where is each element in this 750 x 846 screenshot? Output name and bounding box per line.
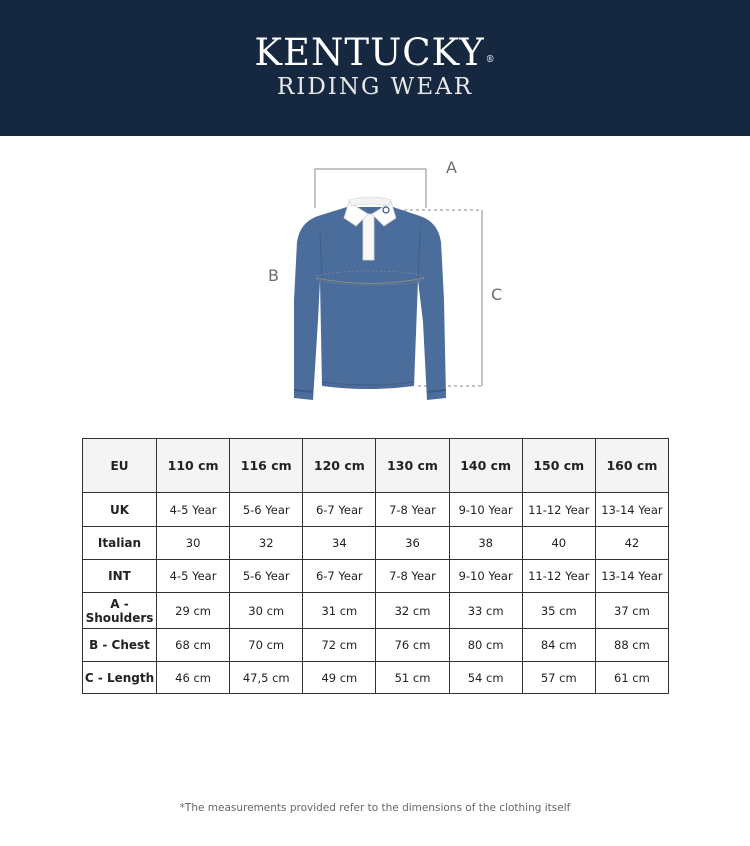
int-size-cell: 5-6 Year (230, 560, 303, 593)
int-size-cell: 6-7 Year (303, 560, 376, 593)
row-header-italian: Italian (83, 527, 157, 560)
eu-size-cell: 116 cm (230, 439, 303, 493)
table-row-int (83, 560, 669, 593)
brand-subtitle: RIDING WEAR (276, 74, 474, 100)
length-cell: 57 cm (522, 662, 595, 694)
row-header-shoulders: A - Shoulders (83, 593, 157, 629)
shoulders-cell: 32 cm (376, 593, 449, 629)
brand-header (0, 0, 750, 136)
table-row-chest (83, 629, 669, 662)
table-row-italian (83, 527, 669, 560)
table-row-eu (83, 439, 669, 493)
length-cell: 51 cm (376, 662, 449, 694)
uk-size-cell: 6-7 Year (303, 493, 376, 527)
eu-size-cell: 120 cm (303, 439, 376, 493)
italian-size-cell: 34 (303, 527, 376, 560)
int-size-cell: 13-14 Year (595, 560, 668, 593)
chest-cell: 76 cm (376, 629, 449, 662)
uk-size-cell: 9-10 Year (449, 493, 522, 527)
chest-cell: 80 cm (449, 629, 522, 662)
length-cell: 47,5 cm (230, 662, 303, 694)
dimension-label-c: C (491, 285, 503, 304)
size-chart-table (82, 438, 669, 694)
uk-size-cell: 4-5 Year (157, 493, 230, 527)
length-cell: 54 cm (449, 662, 522, 694)
int-size-cell: 7-8 Year (376, 560, 449, 593)
eu-size-cell: 140 cm (449, 439, 522, 493)
row-header-length: C - Length (83, 662, 157, 694)
uk-size-cell: 7-8 Year (376, 493, 449, 527)
eu-size-cell: 160 cm (595, 439, 668, 493)
shoulders-cell: 33 cm (449, 593, 522, 629)
table-row-shoulders (83, 593, 669, 629)
measurement-footnote: *The measurements provided refer to the dimensions of the clothing itself (179, 802, 571, 814)
row-header-eu: EU (83, 439, 157, 493)
italian-size-cell: 42 (595, 527, 668, 560)
row-header-chest: B - Chest (83, 629, 157, 662)
shoulders-cell: 29 cm (157, 593, 230, 629)
measurement-diagram (0, 150, 750, 420)
uk-size-cell: 5-6 Year (230, 493, 303, 527)
table-row-length (83, 662, 669, 694)
int-size-cell: 11-12 Year (522, 560, 595, 593)
shirt-illustration (0, 150, 750, 420)
italian-size-cell: 40 (522, 527, 595, 560)
chest-cell: 88 cm (595, 629, 668, 662)
row-header-uk: UK (83, 493, 157, 527)
chest-cell: 70 cm (230, 629, 303, 662)
italian-size-cell: 32 (230, 527, 303, 560)
eu-size-cell: 110 cm (157, 439, 230, 493)
eu-size-cell: 130 cm (376, 439, 449, 493)
italian-size-cell: 38 (449, 527, 522, 560)
shoulders-cell: 35 cm (522, 593, 595, 629)
int-size-cell: 9-10 Year (449, 560, 522, 593)
uk-size-cell: 11-12 Year (522, 493, 595, 527)
shoulders-cell: 30 cm (230, 593, 303, 629)
length-cell: 49 cm (303, 662, 376, 694)
length-cell: 46 cm (157, 662, 230, 694)
shirt-placket (363, 214, 374, 260)
shoulders-cell: 37 cm (595, 593, 668, 629)
italian-size-cell: 30 (157, 527, 230, 560)
registered-mark: ® (485, 55, 496, 65)
chest-cell: 84 cm (522, 629, 595, 662)
italian-size-cell: 36 (376, 527, 449, 560)
chest-cell: 68 cm (157, 629, 230, 662)
chest-cell: 72 cm (303, 629, 376, 662)
shoulders-cell: 31 cm (303, 593, 376, 629)
brand-name: KENTUCKY (254, 31, 485, 74)
dimension-label-b: B (268, 266, 279, 285)
row-header-int: INT (83, 560, 157, 593)
uk-size-cell: 13-14 Year (595, 493, 668, 527)
int-size-cell: 4-5 Year (157, 560, 230, 593)
eu-size-cell: 150 cm (522, 439, 595, 493)
dimension-label-a: A (446, 158, 457, 177)
table-row-uk (83, 493, 669, 527)
length-cell: 61 cm (595, 662, 668, 694)
